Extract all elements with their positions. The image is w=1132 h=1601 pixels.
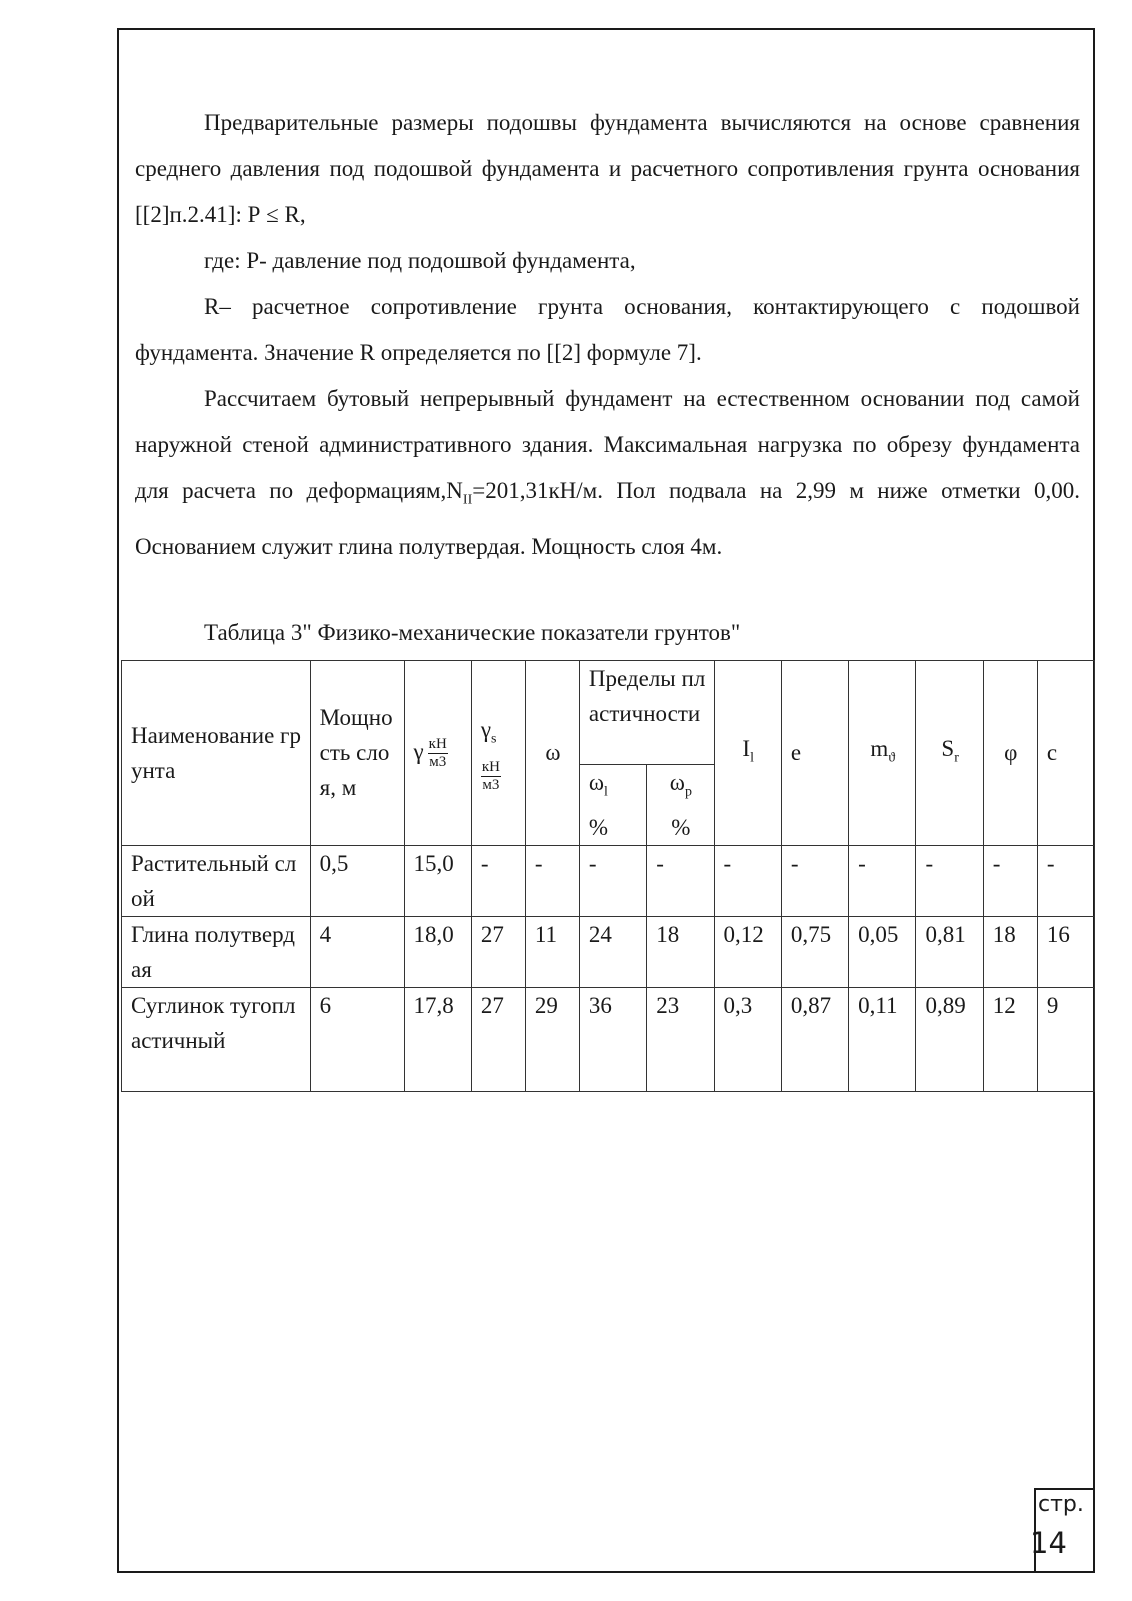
header-c: c (1037, 661, 1094, 846)
paragraph-4 (135, 376, 1080, 570)
paragraph-3: R– расчетное сопротивление грунта основания, контактирующего с подошвой фундамента. Значение R определяется по [[2] формуле 7]. (135, 294, 1080, 365)
header-omega-p: $\omega_p$ % (647, 765, 714, 846)
page-label: стр. (1038, 1492, 1084, 1517)
soil-properties-table (121, 660, 1095, 1092)
page-number-box (1030, 1488, 1095, 1573)
table-caption: Таблица 3" Физико-механические показатели грунтов" (204, 620, 741, 645)
paragraph-2: где: Р- давление под подошвой фундамента, (204, 248, 636, 273)
header-m: $m_ϑ$ (849, 661, 916, 846)
paragraph-4-part-a: Рассчитаем бутовый непрерывный фундамент на естественном основании под самой наружной стеной административного здания. Максимальная нагрузка по обрезу фундамента для расчета по деформациям,N (135, 386, 1080, 503)
table-header-row (122, 661, 1095, 765)
paragraph-4-part-b: =201,31кН/м. Пол подвала на 2,99 м ниже отметки 0,00. Основанием служит глина полутвердая. Мощность слоя 4м. (135, 478, 1080, 559)
paragraph-1: Предварительные размеры подошвы фундамента вычисляются на основе сравнения среднего давления под подошвой фундамента и расчетного сопротивления грунта основания [[2]п.2.41]: Р ≤ R, (135, 110, 1080, 227)
table-row: Растительный слой 0,5 15,0 - - - - - - - - - - (122, 845, 1095, 916)
header-name: Наименование грунта (122, 661, 311, 846)
header-plasticity-limits: Пределы пластичности (579, 661, 714, 765)
body-text (135, 100, 1080, 570)
header-sr: $S_r$ (916, 661, 983, 846)
header-phi: φ (983, 661, 1037, 846)
table-row: Глина полутвердая 4 18,0 27 11 24 18 0,12 0,75 0,05 0,81 18 16 (122, 916, 1095, 987)
header-omega: ω (525, 661, 579, 846)
header-gamma: γ $\frac{кН}{м3}$ (404, 661, 471, 846)
paragraph-4-subscript: II (462, 492, 473, 508)
header-il: $I_l$ (714, 661, 781, 846)
header-gamma-s: $\gamma_s$ $\frac{кН}{м3}$ (471, 661, 525, 846)
table-row: Суглинок тугопластичный 6 17,8 27 29 36 23 0,3 0,87 0,11 0,89 12 9 (122, 987, 1095, 1091)
header-omega-l: $\omega_l$ % (579, 765, 646, 846)
header-e: e (781, 661, 848, 846)
header-thickness: Мощность слоя, м (310, 661, 404, 846)
page-number: 14 (1030, 1526, 1067, 1560)
